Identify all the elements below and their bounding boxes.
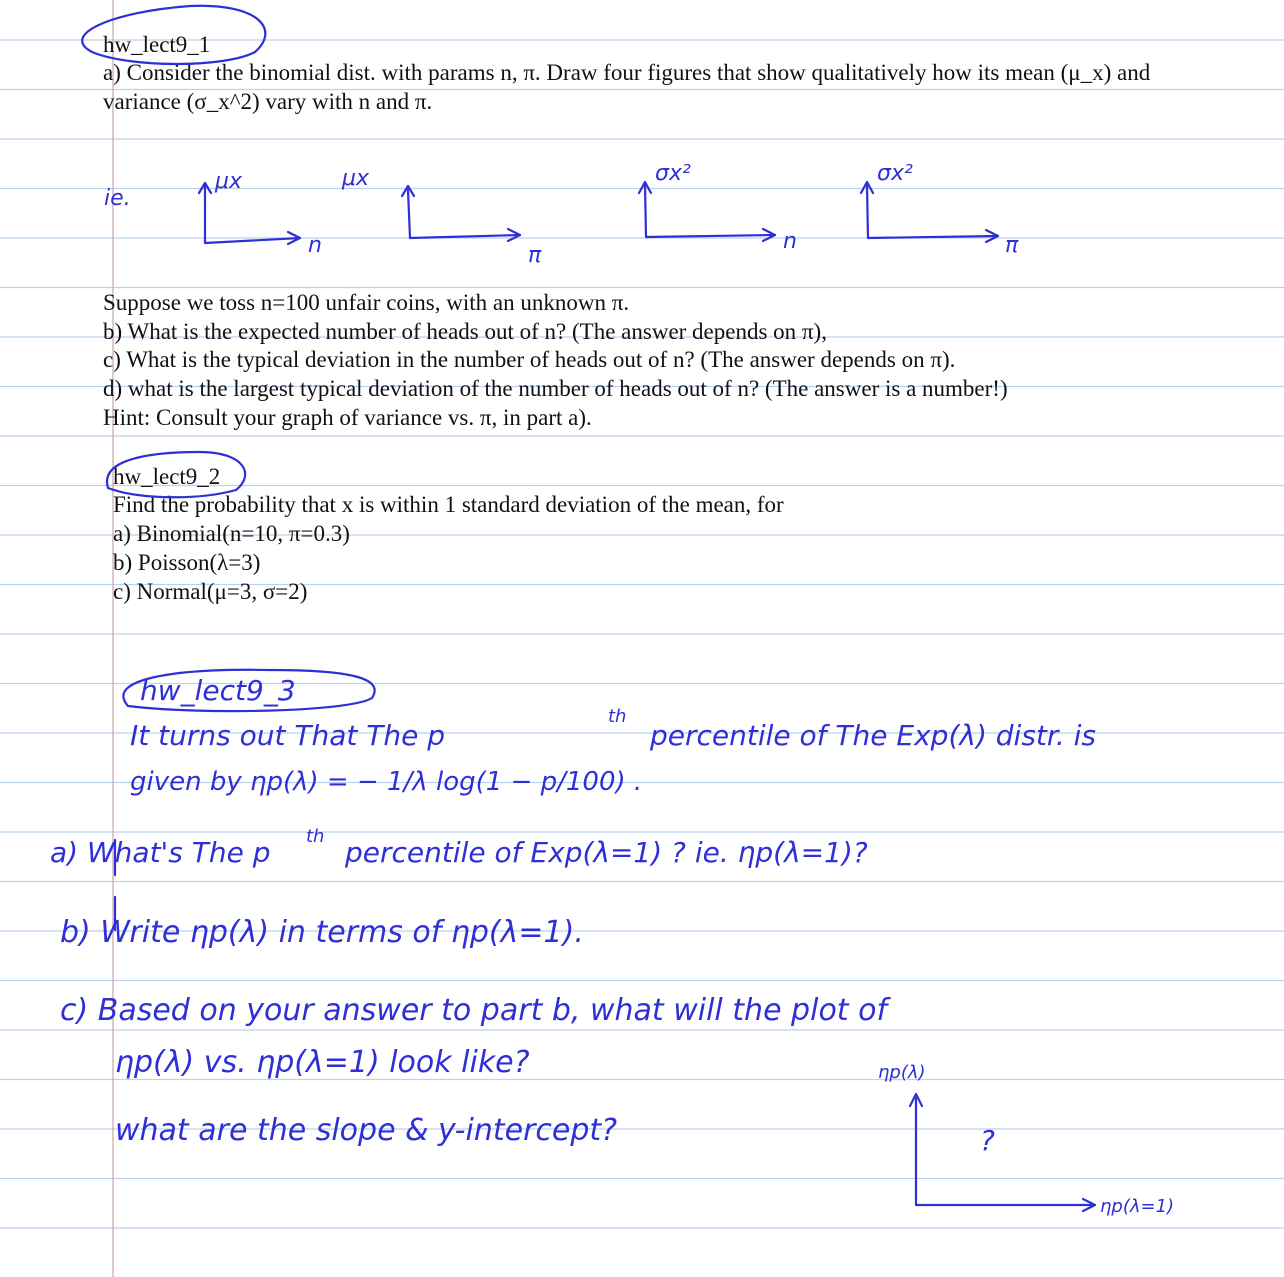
hw1-hint: Hint: Consult your graph of variance vs. π, in part a). bbox=[103, 405, 592, 430]
hw2-part-b: b) Poisson(λ=3) bbox=[113, 550, 261, 575]
sketch1-x-label: n bbox=[308, 233, 322, 258]
hw1-title: hw_lect9_1 bbox=[103, 32, 211, 57]
hw1-part-a-line2: variance (σ_x^2) vary with n and π. bbox=[103, 89, 433, 114]
sketch1-y-label: μx bbox=[215, 169, 243, 194]
sketch3-y-label: σx² bbox=[655, 161, 691, 186]
hw3-line2: given by ηp(λ) = − 1/λ log(1 − p/100) . bbox=[130, 767, 643, 797]
hw2-part-a: a) Binomial(n=10, π=0.3) bbox=[113, 521, 350, 546]
hw3-part-a-end: percentile of Exp(λ=1) ? ie. ηp(λ=1)? bbox=[345, 836, 868, 869]
sketch3-x-label: n bbox=[783, 229, 797, 254]
sketch2-y-label: μx bbox=[342, 166, 370, 191]
sketch-ie-label: ie. bbox=[104, 186, 131, 211]
hw3-line1-end: percentile of The Exp(λ) distr. is bbox=[650, 719, 1096, 752]
hw2-intro: Find the probability that x is within 1 standard deviation of the mean, for bbox=[113, 492, 784, 517]
hw3-title: hw_lect9_3 bbox=[140, 674, 296, 707]
hw1-part-d: d) what is the largest typical deviation of the number of heads out of n? (The answer is a number!) bbox=[103, 376, 1008, 401]
sketch3-axes bbox=[645, 185, 775, 237]
hw2-title: hw_lect9_2 bbox=[113, 464, 221, 489]
hw2-part-c: c) Normal(μ=3, σ=2) bbox=[113, 579, 308, 604]
final-plot-x-label: ηp(λ=1) bbox=[1100, 1196, 1175, 1217]
hw3-line1: It turns out That The p bbox=[130, 719, 445, 752]
circle-hw1 bbox=[82, 6, 265, 64]
hw1-part-c: c) What is the typical deviation in the number of heads out of n? (The answer depends on π). bbox=[103, 347, 956, 372]
sketch4-y-label: σx² bbox=[877, 161, 913, 186]
hw3-part-c-line1: c) Based on your answer to part b, what will the plot of bbox=[60, 993, 888, 1028]
hw3-part-b: b) Write ηp(λ) in terms of ηp(λ=1). bbox=[60, 915, 584, 950]
sketch2-x-label: π bbox=[528, 243, 542, 268]
hw3-part-a-sup: th bbox=[306, 826, 325, 847]
final-plot-axes bbox=[916, 1098, 1095, 1205]
sketch4-x-label: π bbox=[1005, 233, 1019, 258]
hw3-line1-sup: th bbox=[608, 706, 627, 727]
sketch4-axes bbox=[867, 185, 998, 238]
final-plot-y-label: ηp(λ) bbox=[878, 1062, 926, 1083]
hw1-setup: Suppose we toss n=100 unfair coins, with an unknown π. bbox=[103, 290, 630, 315]
hw3-part-a: a) What's The p bbox=[50, 836, 271, 869]
hw1-part-a-line1: a) Consider the binomial dist. with params n, π. Draw four figures that show qualitatively how its mean (μ_x) and bbox=[103, 60, 1151, 85]
final-plot-question: ? bbox=[980, 1124, 995, 1157]
hw3-part-c-line2: ηp(λ) vs. ηp(λ=1) look like? bbox=[115, 1045, 530, 1080]
hw1-part-b: b) What is the expected number of heads out of n? (The answer depends on π), bbox=[103, 319, 827, 344]
hw3-part-c-line3: what are the slope & y-intercept? bbox=[115, 1113, 618, 1148]
circle-hw2 bbox=[107, 452, 245, 497]
sketch2-axes bbox=[408, 190, 520, 238]
